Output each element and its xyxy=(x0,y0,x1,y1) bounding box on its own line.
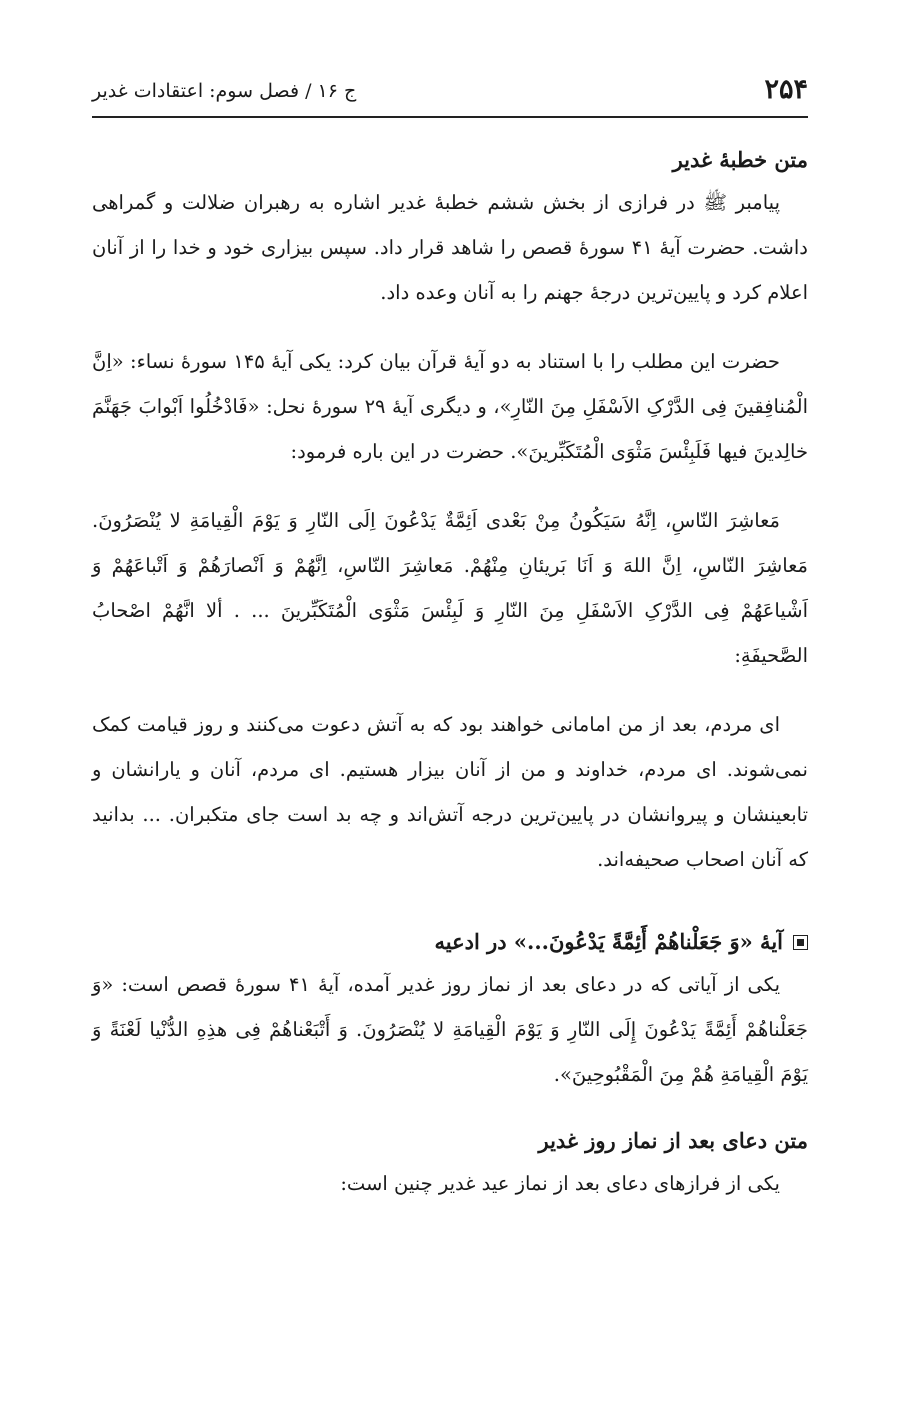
paragraph-quran-citation: حضرت این مطلب را با استناد به دو آیهٔ قرآن بیان کرد: یکی آیهٔ ۱۴۵ سورهٔ نساء: «اِنَّ الْمُنافِقینَ فِی الدَّرْکِ الاَسْفَلِ مِنَ النّارِ»، و دیگری آیهٔ ۲۹ سورهٔ نحل: «فَادْخُلُوا اَبْوابَ جَهَنَّمَ خالِدینَ فیها فَلَبِئْسَ مَثْوَی الْمُتَکَبِّرینَ». حضرت در این باره فرمود: xyxy=(92,350,808,463)
paragraph-arabic-sermon: مَعاشِرَ النّاسِ، اِنَّهُ سَیَکُونُ مِنْ بَعْدی اَئِمَّةٌ یَدْعُونَ اِلَی النّارِ وَ یَوْمَ الْقِیامَةِ لا یُنْصَرُونَ. مَعاشِرَ النّاسِ، اِنَّ اللهَ وَ اَنَا بَریئانِ مِنْهُمْ. مَعاشِرَ النّاسِ، اِنَّهُمْ وَ اَنْصارَهُمْ وَ اَتْباعَهُمْ وَ اَشْیاعَهُمْ فِی الدَّرْکِ الاَسْفَلِ مِنَ النّارِ وَ لَبِئْسَ مَثْوَی الْمُتَکَبِّرینَ ... . ألا انَّهُمْ اصْحابُ الصَّحیفَةِ: xyxy=(92,509,808,667)
paragraph-dua-intro: یکی از فرازهای دعای بعد از نماز عید غدیر چنین است: xyxy=(340,1172,780,1195)
square-bullet-icon xyxy=(793,935,808,950)
page-header xyxy=(92,70,808,118)
section-title-khutbah: متن خطبهٔ غدیر xyxy=(672,147,808,172)
page-content xyxy=(92,140,808,1206)
paragraph-ayah-dua: یکی از آیاتی که در دعای بعد از نماز روز غدیر آمده، آیهٔ ۴۱ سورهٔ قصص است: «وَ جَعَلْناهُمْ أَئِمَّةً یَدْعُونَ إِلَی النّارِ وَ یَوْمَ الْقِیامَةِ لا یُنْصَرُونَ. وَ أَتْبَعْناهُمْ فِی هذِهِ الدُّنْیا لَعْنَةً وَ یَوْمَ الْقِیامَةِ هُمْ مِنَ الْمَقْبُوحِینَ». xyxy=(92,973,808,1086)
paragraph-intro: پیامبر ﷺ در فرازی از بخش ششم خطبهٔ غدیر اشاره به رهبران ضلالت و گمراهی داشت. حضرت آیهٔ ۴۱ سورهٔ قصص را شاهد قرار داد. سپس بیزاری خود و خدا را از آنان اعلام کرد و پایین‌ترین درجهٔ جهنم را به آنان وعده داد. xyxy=(92,191,808,304)
paragraph-translation: ای مردم، بعد از من امامانی خواهند بود که به آتش دعوت می‌کنند و روز قیامت کمک نمی‌شوند. ای مردم، خداوند و من از آنان بیزار هستیم. ای مردم، آنان و یارانشان و تابعینشان و پیروانشان در پایین‌ترین درجه آتش‌اند و چه بد است جای متکبران. ... بدانید که آنان اصحاب صحیفه‌اند. xyxy=(92,713,808,871)
page-number: ۲۵۴ xyxy=(764,74,808,105)
section-title-ayah xyxy=(92,922,808,962)
section-title-ayah-text: آیهٔ «وَ جَعَلْناهُمْ أَئِمَّةً یَدْعُونَ...» در ادعیه xyxy=(434,929,783,954)
section-title-dua: متن دعای بعد از نماز روز غدیر xyxy=(538,1128,808,1153)
running-head: ج ۱۶ / فصل سوم: اعتقادات غدیر xyxy=(92,80,357,102)
